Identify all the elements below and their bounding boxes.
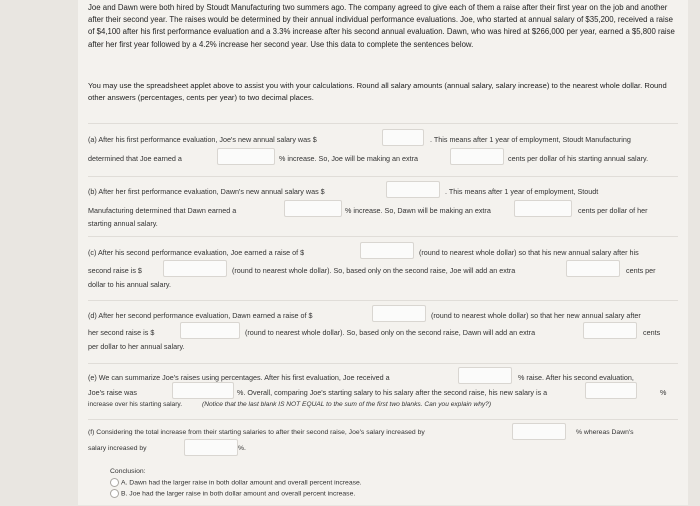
- option-a[interactable]: [110, 478, 362, 487]
- option-b-label: B. Joe had the larger raise in both dollar amount and overall percent increase.: [121, 490, 356, 498]
- part-b-text-5: cents per dollar of her: [578, 206, 648, 215]
- part-d-text-6: per dollar to her annual salary.: [88, 342, 185, 351]
- part-f: [88, 419, 678, 506]
- part-d-text-4: (round to nearest whole dollar). So, based only on the second raise, Dawn will add an extra: [245, 328, 536, 337]
- dawn-cents-per-dollar-input[interactable]: [514, 200, 572, 217]
- part-e-text-6: increase over his starting salary.: [88, 401, 183, 408]
- part-c-text-1: (c) After his second performance evaluation, Joe earned a raise of $: [88, 248, 305, 257]
- part-e-text-3: Joe's raise was: [88, 388, 137, 397]
- joe-total-increase-input[interactable]: [512, 423, 566, 440]
- part-a-text-4: % increase. So, Joe will be making an extra: [279, 154, 419, 163]
- part-d: [88, 300, 678, 357]
- part-b-text-3: Manufacturing determined that Dawn earned a: [88, 206, 237, 215]
- dawn-new-salary-input[interactable]: [386, 181, 440, 198]
- option-a-radio[interactable]: [110, 478, 119, 487]
- joe-first-raise-percent-input[interactable]: [458, 367, 512, 384]
- part-a-text-3: determined that Joe earned a: [88, 154, 182, 163]
- part-b-text-1: (b) After her first performance evaluation, Dawn's new annual salary was $: [88, 187, 325, 196]
- part-f-text-3: salary increased by: [88, 445, 147, 452]
- part-a-text-1: (a) After his first performance evaluation, Joe's new annual salary was $: [88, 135, 317, 144]
- dawn-second-raise-input[interactable]: [372, 305, 426, 322]
- part-b-text-6: starting annual salary.: [88, 219, 158, 228]
- question-page: [78, 0, 688, 505]
- dawn-second-cents-input[interactable]: [583, 322, 637, 339]
- part-d-text-5: cents: [643, 328, 661, 337]
- part-c-text-6: dollar to his annual salary.: [88, 280, 171, 289]
- joe-cents-per-dollar-input[interactable]: [450, 148, 504, 165]
- joe-new-salary-input[interactable]: [382, 129, 424, 146]
- part-e-text-2: % raise. After his second evaluation,: [518, 373, 634, 382]
- part-e-text-4: %. Overall, comparing Joe's starting salary to his salary after the second raise, his new salary is a: [237, 388, 548, 397]
- part-f-text-1: (f) Considering the total increase from their starting salaries to after their second raise, Joe's salary increased by: [88, 429, 425, 436]
- part-c: [88, 236, 678, 295]
- part-c-text-3: second raise is $: [88, 266, 142, 275]
- part-e-text-5: %: [660, 388, 667, 397]
- part-e-notice: (Notice that the last blank IS NOT EQUAL to the sum of the first two blanks. Can you explain why?): [202, 401, 492, 408]
- part-e: [88, 363, 678, 416]
- part-c-text-2: (round to nearest whole dollar) so that his new annual salary after his: [419, 248, 639, 257]
- part-a: [88, 123, 678, 176]
- part-f-text-2: % whereas Dawn's: [576, 429, 634, 436]
- instructions-note: You may use the spreadsheet applet above to assist you with your calculations. Round all salary amounts (annual salary, salary increase) to the nearest whole dollar. Round other answers (percentages, cents per year) to two decimal places.: [88, 81, 667, 102]
- joe-percent-increase-input[interactable]: [217, 148, 275, 165]
- part-d-text-1: (d) After her second performance evaluation, Dawn earned a raise of $: [88, 311, 313, 320]
- option-b-radio[interactable]: [110, 489, 119, 498]
- joe-second-raise-input[interactable]: [360, 242, 414, 259]
- option-a-label: A. Dawn had the larger raise in both dollar amount and overall percent increase.: [121, 479, 362, 487]
- part-b: [88, 176, 678, 229]
- part-c-text-5: cents per: [626, 266, 656, 275]
- dawn-total-increase-input[interactable]: [184, 439, 238, 456]
- dawn-percent-increase-input[interactable]: [284, 200, 342, 217]
- dawn-second-salary-input[interactable]: [180, 322, 240, 339]
- part-d-text-3: her second raise is $: [88, 328, 155, 337]
- part-f-text-4: %.: [238, 445, 246, 452]
- conclusion-label: Conclusion:: [110, 468, 146, 475]
- part-d-text-2: (round to nearest whole dollar) so that her new annual salary after: [431, 311, 641, 320]
- part-b-text-2: . This means after 1 year of employment, Stoudt: [445, 187, 599, 196]
- part-a-text-5: cents per dollar of his starting annual salary.: [508, 154, 649, 163]
- option-b[interactable]: [110, 489, 355, 498]
- part-b-text-4: % increase. So, Dawn will be making an extra: [345, 206, 491, 215]
- joe-overall-percent-input[interactable]: [585, 382, 637, 399]
- problem-statement: Joe and Dawn were both hired by Stoudt Manufacturing two summers ago. The company agreed to give each of them a raise after their first year on the job and another after their second year. The raises would be determined by their annual individual performance evaluations. Joe, who started at annual salary of $35,200, received a raise of $4,100 after his first performance evaluation and a 3.3% increase after his second annual evaluation. Dawn, who was hired at $266,000 per year, earned a $5,800 raise after her first year followed by a 4.2% increase her second year. Use this data to complete the sentences below.: [88, 3, 675, 49]
- part-a-text-2: . This means after 1 year of employment, Stoudt Manufacturing: [430, 135, 631, 144]
- joe-second-cents-input[interactable]: [566, 260, 620, 277]
- joe-second-salary-input[interactable]: [163, 260, 227, 277]
- part-e-text-1: (e) We can summarize Joe's raises using percentages. After his first evaluation, Joe received a: [88, 373, 390, 382]
- part-c-text-4: (round to nearest whole dollar). So, based only on the second raise, Joe will add an extra: [232, 266, 516, 275]
- joe-second-raise-percent-input[interactable]: [172, 382, 234, 399]
